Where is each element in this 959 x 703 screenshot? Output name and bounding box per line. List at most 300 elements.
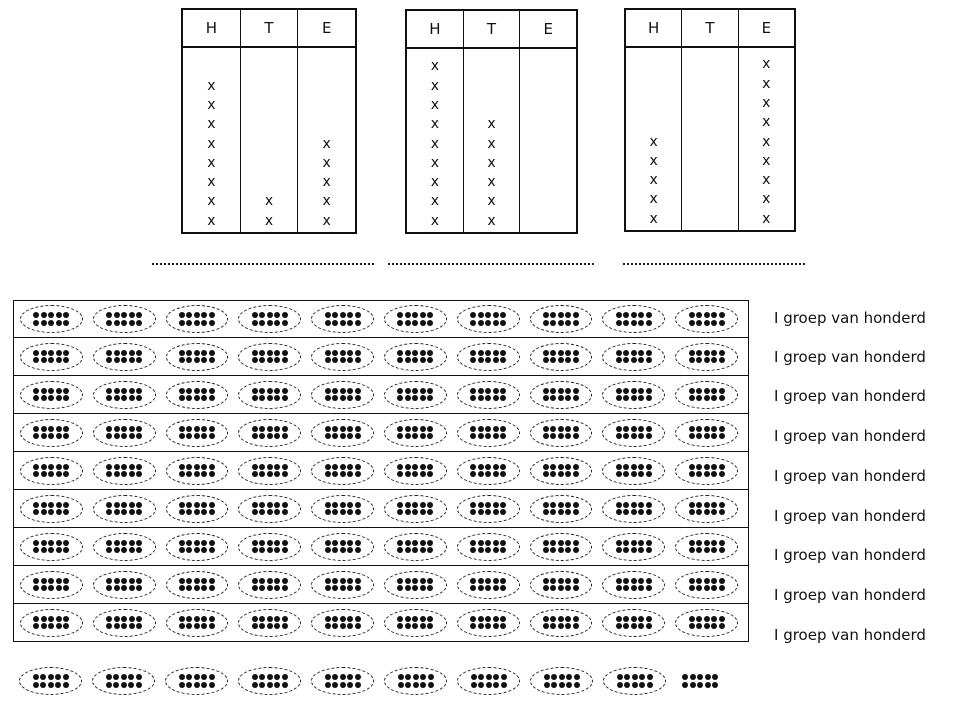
- dot: [470, 350, 476, 356]
- dot: [470, 509, 476, 515]
- dot: [56, 585, 62, 591]
- dot: [267, 509, 273, 515]
- dot: [704, 471, 710, 477]
- dot: [340, 464, 346, 470]
- dot: [186, 433, 192, 439]
- group-of-ten: [675, 381, 738, 409]
- dot: [719, 502, 725, 508]
- dot: [696, 350, 702, 356]
- dot: [209, 616, 215, 622]
- dot: [405, 320, 411, 326]
- dot: [179, 471, 185, 477]
- dot: [201, 540, 207, 546]
- dot: [558, 502, 564, 508]
- dot: [56, 320, 62, 326]
- group-of-ten: [602, 343, 665, 371]
- dot-cluster: [543, 312, 579, 326]
- dot: [194, 320, 200, 326]
- dot: [689, 502, 695, 508]
- dot: [340, 585, 346, 591]
- dot: [121, 674, 127, 680]
- dot: [573, 547, 579, 553]
- dot: [332, 395, 338, 401]
- place-column: [407, 49, 463, 232]
- dot: [332, 350, 338, 356]
- dot: [500, 357, 506, 363]
- dot: [565, 388, 571, 394]
- dot: [405, 433, 411, 439]
- group-of-ten: [384, 533, 447, 561]
- dot: [186, 426, 192, 432]
- dot: [63, 350, 69, 356]
- dot: [696, 395, 702, 401]
- dot: [470, 502, 476, 508]
- tally-mark: x: [487, 154, 496, 171]
- dot: [565, 426, 571, 432]
- dot: [485, 502, 491, 508]
- table-body: [407, 49, 576, 232]
- dot: [478, 682, 484, 688]
- dot: [565, 471, 571, 477]
- group-of-ten: [675, 305, 738, 333]
- dot: [638, 388, 644, 394]
- dot: [420, 502, 426, 508]
- dot: [186, 395, 192, 401]
- dot: [209, 433, 215, 439]
- dot: [478, 464, 484, 470]
- dot: [347, 350, 353, 356]
- dot: [121, 509, 127, 515]
- dot: [420, 471, 426, 477]
- dot: [573, 312, 579, 318]
- dot: [201, 350, 207, 356]
- group-of-ten: [166, 533, 229, 561]
- dot: [500, 320, 506, 326]
- group-of-ten: [602, 495, 665, 523]
- dot: [646, 540, 652, 546]
- dot: [405, 682, 411, 688]
- dot: [355, 433, 361, 439]
- dot-cluster: [543, 464, 579, 478]
- dot: [56, 350, 62, 356]
- dot: [631, 585, 637, 591]
- dot: [56, 623, 62, 629]
- dot: [617, 674, 623, 680]
- dot: [179, 547, 185, 553]
- dot: [40, 682, 46, 688]
- group-of-ten: [603, 667, 666, 695]
- tally-mark: x: [207, 193, 216, 210]
- dot: [259, 464, 265, 470]
- dot-cluster: [616, 312, 652, 326]
- group-of-ten: [20, 343, 83, 371]
- dot-cluster: [33, 502, 69, 516]
- dot: [646, 623, 652, 629]
- place-column: [626, 48, 681, 230]
- dot: [405, 464, 411, 470]
- dot: [631, 502, 637, 508]
- dot-cluster: [325, 578, 361, 592]
- dot: [186, 509, 192, 515]
- dot: [179, 320, 185, 326]
- dot: [201, 388, 207, 394]
- dot: [252, 585, 258, 591]
- dot: [106, 623, 112, 629]
- dot: [501, 674, 507, 680]
- dot: [543, 433, 549, 439]
- dot: [201, 682, 207, 688]
- dot: [121, 578, 127, 584]
- dot-cluster: [33, 464, 69, 478]
- dot: [478, 312, 484, 318]
- dot-cluster: [33, 578, 69, 592]
- dot: [114, 320, 120, 326]
- group-of-ten: [311, 571, 374, 599]
- row-label: I groep van honderd: [774, 467, 926, 485]
- dot: [267, 616, 273, 622]
- dot: [201, 547, 207, 553]
- dot: [550, 357, 556, 363]
- dot-cluster: [33, 426, 69, 440]
- dot-cluster: [325, 616, 361, 630]
- dot: [267, 395, 273, 401]
- answer-line: [623, 263, 805, 265]
- dot: [623, 616, 629, 622]
- dot: [129, 509, 135, 515]
- tally-stack: [183, 77, 240, 231]
- dot: [48, 312, 54, 318]
- dot: [355, 502, 361, 508]
- dot: [325, 320, 331, 326]
- dot: [617, 682, 623, 688]
- dot: [48, 426, 54, 432]
- dot: [493, 357, 499, 363]
- dot: [194, 674, 200, 680]
- tally-mark: x: [487, 135, 496, 152]
- group-of-ten: [530, 667, 593, 695]
- dot: [259, 585, 265, 591]
- dot: [696, 540, 702, 546]
- dot: [209, 585, 215, 591]
- hundred-row: [13, 566, 749, 604]
- dot-cluster: [616, 616, 652, 630]
- dot: [696, 502, 702, 508]
- dot: [543, 471, 549, 477]
- dot: [397, 320, 403, 326]
- tally-stack: [739, 55, 794, 229]
- group-of-ten: [93, 571, 156, 599]
- dot: [405, 357, 411, 363]
- dot: [194, 471, 200, 477]
- dot: [623, 623, 629, 629]
- dot-cluster: [179, 578, 215, 592]
- dot: [646, 312, 652, 318]
- dot: [355, 623, 361, 629]
- dot: [194, 502, 200, 508]
- dot: [550, 312, 556, 318]
- dot: [397, 433, 403, 439]
- tally-mark: x: [207, 96, 216, 113]
- row-label: I groep van honderd: [774, 387, 926, 405]
- dot: [550, 623, 556, 629]
- dot: [485, 623, 491, 629]
- dot: [412, 616, 418, 622]
- group-of-ten: [457, 419, 520, 447]
- dot: [136, 433, 142, 439]
- dot: [558, 585, 564, 591]
- dot-cluster: [179, 388, 215, 402]
- dot: [325, 357, 331, 363]
- dot: [332, 388, 338, 394]
- dot: [347, 426, 353, 432]
- dot: [704, 433, 710, 439]
- dot: [420, 585, 426, 591]
- dot: [719, 350, 725, 356]
- dot-cluster: [325, 426, 361, 440]
- row-label: I groep van honderd: [774, 309, 926, 327]
- dot: [500, 585, 506, 591]
- dot: [128, 674, 134, 680]
- dot: [493, 464, 499, 470]
- dot-cluster: [252, 578, 288, 592]
- dot: [696, 509, 702, 515]
- dot: [624, 674, 630, 680]
- dot: [500, 547, 506, 553]
- dot: [209, 350, 215, 356]
- group-of-ten: [602, 533, 665, 561]
- dot: [274, 426, 280, 432]
- dot: [56, 540, 62, 546]
- dot: [623, 395, 629, 401]
- dot: [551, 674, 557, 680]
- tally-mark: x: [430, 58, 439, 75]
- dot: [179, 623, 185, 629]
- dot: [543, 616, 549, 622]
- group-of-ten: [19, 667, 82, 695]
- dot: [121, 502, 127, 508]
- dot: [325, 395, 331, 401]
- dot: [106, 395, 112, 401]
- dot-cluster: [543, 616, 579, 630]
- dot: [397, 350, 403, 356]
- dot: [566, 682, 572, 688]
- group-of-ten: [93, 381, 156, 409]
- dot: [704, 502, 710, 508]
- dot: [106, 357, 112, 363]
- dot: [282, 471, 288, 477]
- dot: [405, 312, 411, 318]
- dot: [690, 682, 696, 688]
- dot: [696, 547, 702, 553]
- dot: [282, 585, 288, 591]
- dot: [705, 682, 711, 688]
- dot-cluster: [106, 540, 142, 554]
- dot: [397, 395, 403, 401]
- dot: [646, 388, 652, 394]
- dot-cluster: [397, 312, 433, 326]
- dot: [631, 509, 637, 515]
- group-of-ten: [675, 609, 738, 637]
- dot: [470, 312, 476, 318]
- dot: [573, 471, 579, 477]
- dot: [252, 350, 258, 356]
- dot: [427, 578, 433, 584]
- dot: [486, 674, 492, 680]
- dot: [427, 433, 433, 439]
- dot: [638, 623, 644, 629]
- dot: [33, 540, 39, 546]
- dot: [106, 502, 112, 508]
- dot: [274, 585, 280, 591]
- group-of-ten: [602, 305, 665, 333]
- dot: [624, 682, 630, 688]
- dot: [697, 674, 703, 680]
- dot: [558, 320, 564, 326]
- dot: [252, 433, 258, 439]
- dot: [274, 578, 280, 584]
- dot: [186, 585, 192, 591]
- dot: [56, 395, 62, 401]
- dot: [704, 464, 710, 470]
- dot: [565, 357, 571, 363]
- hundred-row: [13, 414, 749, 452]
- dot: [274, 320, 280, 326]
- dot: [267, 320, 273, 326]
- dot: [616, 578, 622, 584]
- dot: [639, 682, 645, 688]
- dot: [63, 578, 69, 584]
- dot: [646, 578, 652, 584]
- dot: [121, 464, 127, 470]
- dot: [397, 357, 403, 363]
- dot: [194, 388, 200, 394]
- dot: [201, 502, 207, 508]
- group-of-ten: [92, 667, 155, 695]
- dot: [485, 357, 491, 363]
- dot: [201, 464, 207, 470]
- dot: [179, 578, 185, 584]
- tally-stack: [298, 135, 355, 231]
- dot: [420, 509, 426, 515]
- dot: [179, 357, 185, 363]
- dot: [209, 388, 215, 394]
- dot: [493, 502, 499, 508]
- dot: [274, 395, 280, 401]
- table-header-row: [407, 11, 576, 49]
- dot: [252, 312, 258, 318]
- dot: [252, 357, 258, 363]
- group-of-ten: [457, 305, 520, 333]
- tally-mark: x: [762, 94, 771, 111]
- dot: [412, 320, 418, 326]
- dot: [209, 426, 215, 432]
- dot: [550, 395, 556, 401]
- dot: [405, 395, 411, 401]
- dot: [478, 585, 484, 591]
- dot: [412, 509, 418, 515]
- dot-cluster: [106, 388, 142, 402]
- dot: [696, 312, 702, 318]
- dot: [41, 540, 47, 546]
- dot: [282, 623, 288, 629]
- dot-cluster: [470, 426, 506, 440]
- dot: [470, 395, 476, 401]
- dot: [631, 426, 637, 432]
- dot: [121, 395, 127, 401]
- dot: [194, 395, 200, 401]
- dot-cluster: [471, 674, 507, 688]
- group-of-ten: [384, 419, 447, 447]
- dot: [558, 578, 564, 584]
- dot: [543, 464, 549, 470]
- group-of-ten: [166, 495, 229, 523]
- dot: [689, 312, 695, 318]
- dot: [33, 471, 39, 477]
- dot: [550, 547, 556, 553]
- dot: [565, 578, 571, 584]
- dot: [347, 540, 353, 546]
- hundred-row: [13, 528, 749, 566]
- dot-cluster: [106, 464, 142, 478]
- dot: [616, 540, 622, 546]
- dot: [711, 616, 717, 622]
- dot: [106, 578, 112, 584]
- group-of-ten: [311, 343, 374, 371]
- group-of-ten: [384, 457, 447, 485]
- dot: [558, 312, 564, 318]
- dot: [705, 674, 711, 680]
- dot: [129, 395, 135, 401]
- tally-mark: x: [487, 212, 496, 229]
- dot: [332, 320, 338, 326]
- dot: [325, 312, 331, 318]
- dot: [282, 433, 288, 439]
- dot: [347, 312, 353, 318]
- dot: [41, 388, 47, 394]
- dot: [282, 547, 288, 553]
- dot: [420, 682, 426, 688]
- dot: [689, 357, 695, 363]
- dot: [179, 312, 185, 318]
- dot: [471, 682, 477, 688]
- place-column: [463, 49, 520, 232]
- dot: [544, 682, 550, 688]
- dot: [412, 585, 418, 591]
- dot: [41, 509, 47, 515]
- dot-cluster: [179, 502, 215, 516]
- group-of-ten: [457, 495, 520, 523]
- dot: [470, 471, 476, 477]
- dot: [325, 623, 331, 629]
- dot: [485, 395, 491, 401]
- dot: [194, 547, 200, 553]
- dot: [712, 674, 718, 680]
- dot: [347, 395, 353, 401]
- column-header: T: [681, 10, 737, 46]
- dot-cluster: [616, 388, 652, 402]
- dot: [33, 585, 39, 591]
- dot: [48, 388, 54, 394]
- dot: [194, 464, 200, 470]
- dot: [616, 509, 622, 515]
- dot: [201, 578, 207, 584]
- dot: [565, 464, 571, 470]
- dot: [136, 471, 142, 477]
- dot: [340, 471, 346, 477]
- dot-cluster: [689, 578, 725, 592]
- dot: [485, 616, 491, 622]
- dot: [631, 464, 637, 470]
